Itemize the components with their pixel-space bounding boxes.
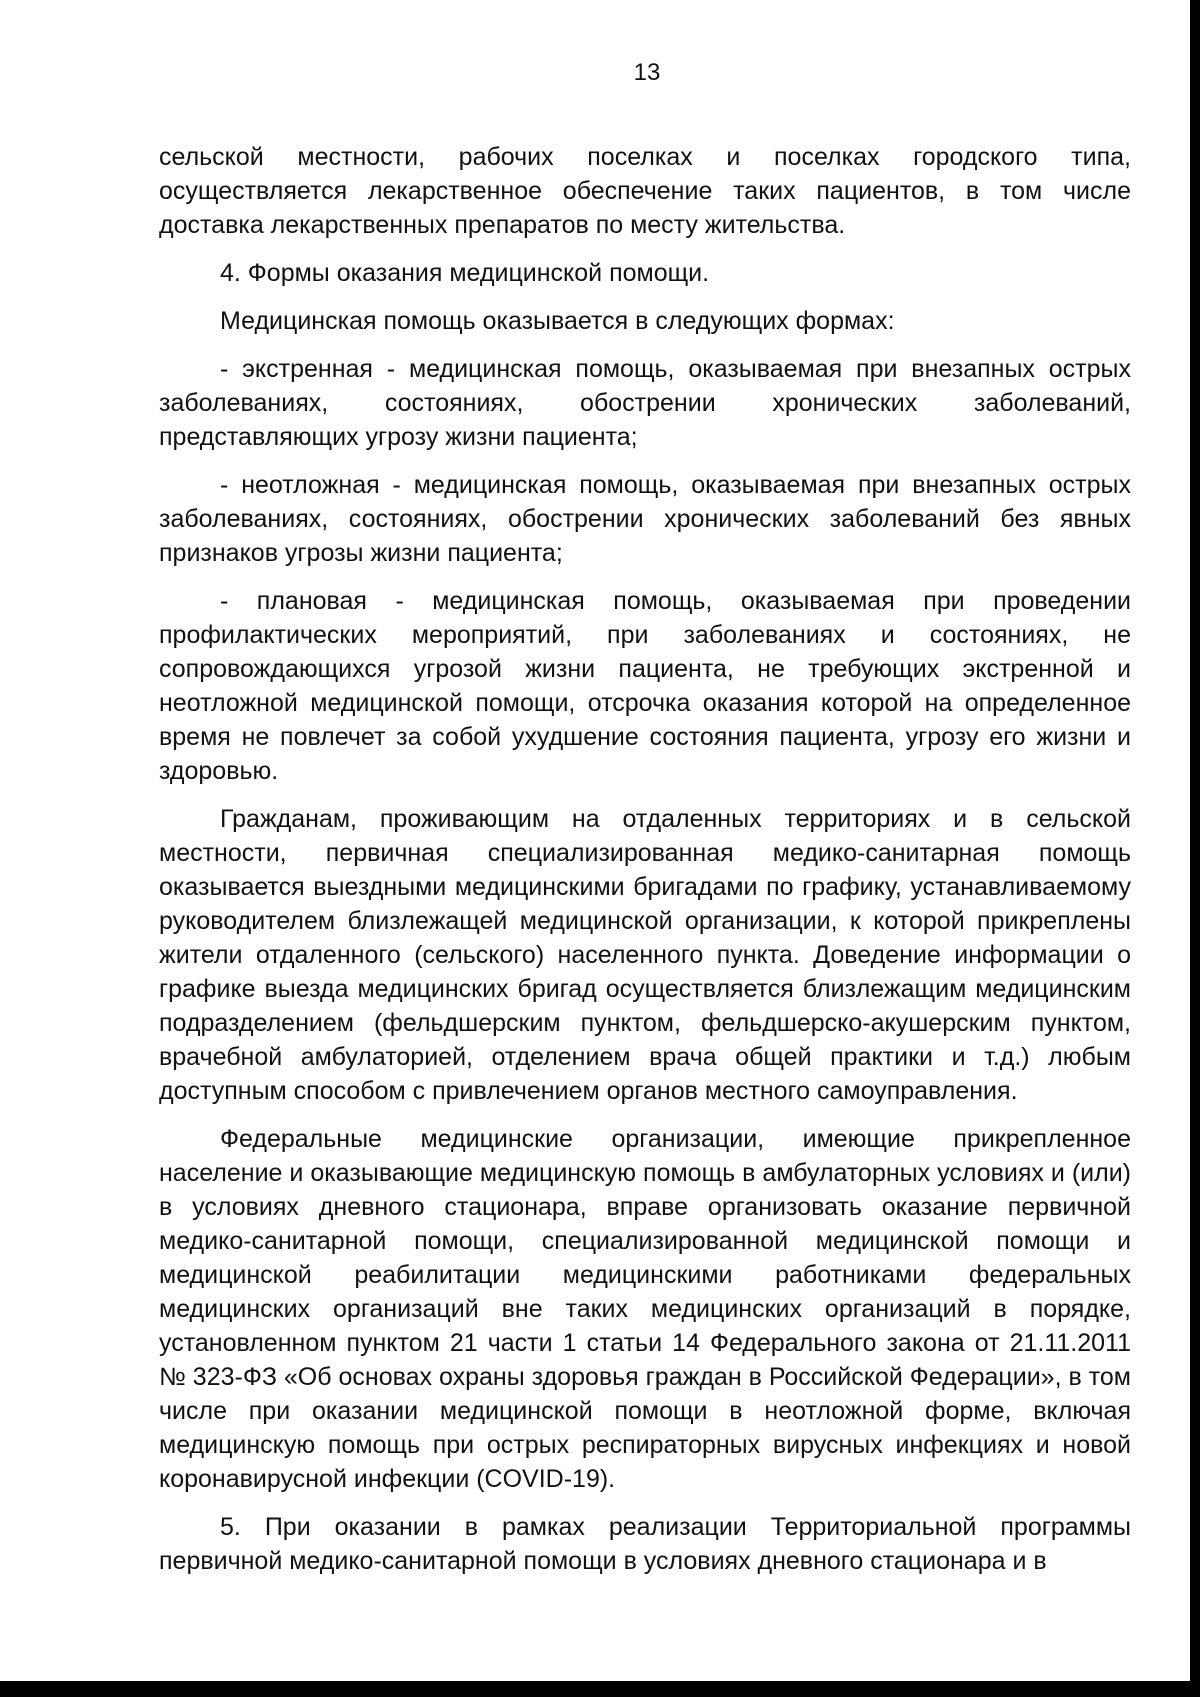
paragraph-remote-territories: Гражданам, проживающим на отдаленных территориях и в сельской местности, первичная специализированная медико-санитарная помощь оказывается выездными медицинскими бригадами по графику, устанавливаемому руководителем близлежащей медицинской организации, к которой прикреплены жители отдаленного (сельского) населенного пункта. Доведение информации о графике выезда медицинских бригад осуществляется близлежащим медицинским подразделением (фельдшерским пунктом, фельдшерско-акушерским пунктом, врачебной амбулаторией, отделением врача общей практики и т.д.) любым доступным способом с привлечением органов местного самоуправления. bbox=[159, 805, 1131, 1105]
paragraph-federal-organizations: Федеральные медицинские организации, имеющие прикрепленное население и оказывающие медицинскую помощь в амбулаторных условиях и (или) в условиях дневного стационара, вправе организовать оказание первичной медико-санитарной помощи, специализированной медицинской помощи и медицинской реабилитации медицинскими работниками федеральных медицинских организаций вне таких медицинских организаций в порядке, установленном пунктом 21 части 1 статьи 14 Федерального закона от 21.11.2011 № 323-ФЗ «Об основах охраны здоровья граждан в Российской Федерации», в том числе при оказании медицинской помощи в неотложной форме, включая медицинскую помощь при острых респираторных вирусных инфекциях и новой коронавирусной инфекции (COVID-19). bbox=[159, 1125, 1131, 1493]
paragraph-continuation: сельской местности, рабочих поселках и поселках городского типа, осуществляется лекарственное обеспечение таких пациентов, в том числе доставка лекарственных препаратов по месту жительства. bbox=[159, 143, 1131, 239]
list-item-urgent: - неотложная - медицинская помощь, оказываемая при внезапных острых заболеваниях, состояниях, обострении хронических заболеваний без явных признаков угрозы жизни пациента; bbox=[159, 471, 1131, 567]
scan-edge-bottom bbox=[0, 1681, 1200, 1697]
list-item-planned: - плановая - медицинская помощь, оказываемая при проведении профилактических мероприятий, при заболеваниях и состояниях, не сопровождающихся угрозой жизни пациента, не требующих экстренной и неотложной медицинской помощи, отсрочка оказания которой на определенное время не повлечет за собой ухудшение состояния пациента, угрозу его жизни и здоровью. bbox=[159, 587, 1131, 785]
section-heading-4: 4. Формы оказания медицинской помощи. bbox=[220, 259, 710, 287]
section-5-start: 5. При оказании в рамках реализации Территориальной программы первичной медико-санитарной помощи в условиях дневного стационара и в bbox=[159, 1513, 1131, 1575]
list-item-emergency: - экстренная - медицинская помощь, оказываемая при внезапных острых заболеваниях, состояниях, обострении хронических заболеваний, представляющих угрозу жизни пациента; bbox=[159, 355, 1131, 451]
page-number: 13 bbox=[633, 59, 661, 86]
scan-edge-right bbox=[1190, 0, 1200, 1697]
paragraph-forms-intro: Медицинская помощь оказывается в следующих формах: bbox=[220, 307, 895, 335]
document-body bbox=[159, 140, 1131, 1592]
